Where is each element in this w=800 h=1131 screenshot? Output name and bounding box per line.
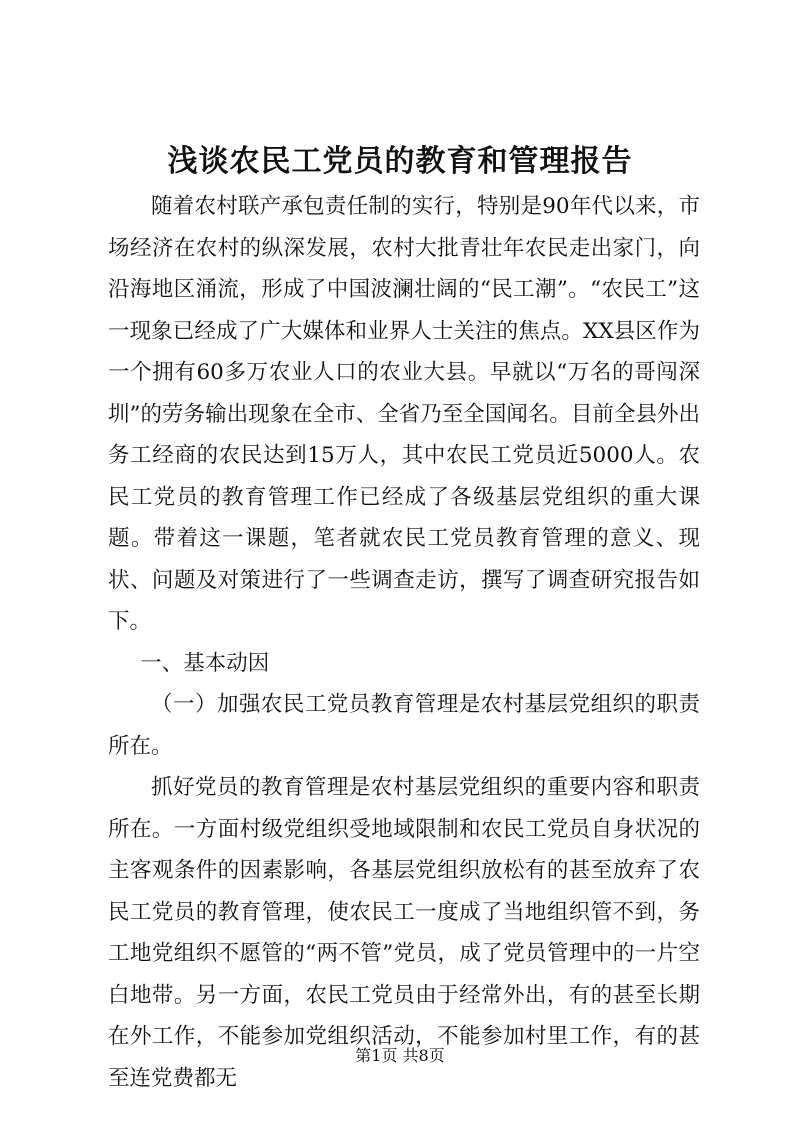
intro-paragraph: 随着农村联产承包责任制的实行，特别是90年代以来，市场经济在农村的纵深发展，农村大批青壮年农民走出家门，向沿海地区涌流，形成了中国波澜壮阔的“民工潮”。“农民工”这一现象已经成了广大媒体和业界人士关注的焦点。XX县区作为一个拥有60多万农业人口的农业大县。早就以“万名的哥闯深圳”的劳务输出现象在全市、全省乃至全国闻名。目前全县外出务工经商的农民达到15万人，其中农民工党员近5000人。农民工党员的教育管理工作已经成了各级基层党组织的重大课题。带着这一课题，笔者就农民工党员教育管理的意义、现状、问题及对策进行了一些调查走访，撰写了调查研究报告如下。 xyxy=(108,194,700,634)
document-title: 浅谈农民工党员的教育和管理报告 xyxy=(167,144,633,179)
section-heading: 一、基本动因 xyxy=(140,650,270,676)
subsection-heading: （一）加强农民工党员教育管理是农村基层党组织的职责所在。 xyxy=(108,692,700,759)
page-footer: 第1页 共8页 xyxy=(355,1046,445,1065)
body-paragraph: 抓好党员的教育管理是农村基层党组织的重要内容和职责所在。一方面村级党组织受地域限制和农民工党员自身状况的主客观条件的因素影响，各基层党组织放松有的甚至放弃了农民工党员的教育管理，使农民工一度成了当地组织管不到，务工地党组织不愿管的“两不管”党员，成了党员管理中的一片空白地带。另一方面，农民工党员由于经常外出，有的甚至长期在外工作，不能参加党组织活动，不能参加村里工作，有的甚至连党费都无 xyxy=(108,775,700,1091)
document-body xyxy=(108,186,700,1099)
